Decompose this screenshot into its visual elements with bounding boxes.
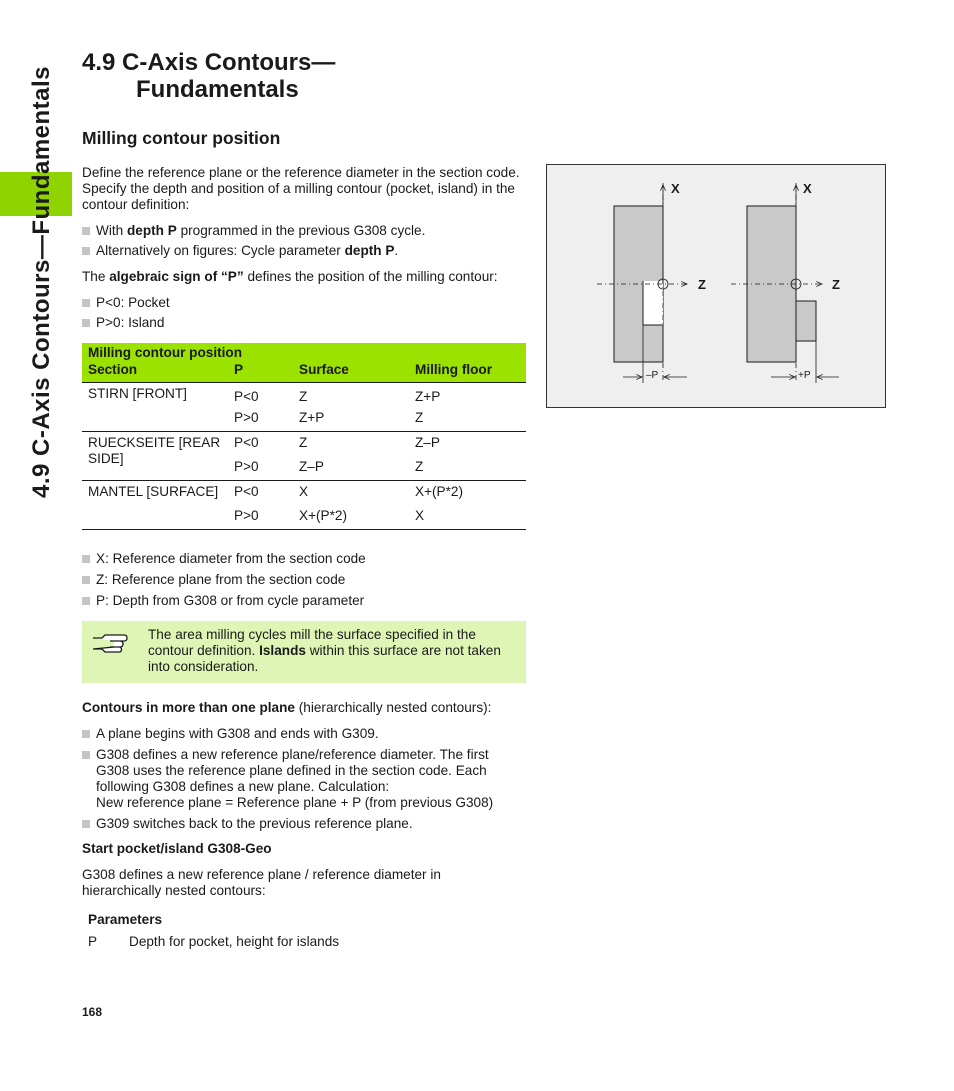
cell-surface: Z	[299, 435, 308, 450]
header-section: Section	[88, 362, 138, 377]
start-text: G308 defines a new reference plane / reference diameter in hierarchically nested contours:	[82, 867, 441, 898]
cell-surface: Z+P	[299, 409, 325, 425]
section-title: Milling contour position	[82, 128, 281, 148]
header-milling-floor: Milling floor	[415, 362, 493, 377]
note-text: The area milling cycles mill the surface specified in the contour definition. Islands within this surface are not taken into consideration.	[148, 627, 501, 674]
pocket-drawing	[597, 183, 687, 383]
cell-surface: X+(P*2)	[299, 507, 347, 523]
cell-floor: Z	[415, 409, 424, 425]
header-p: P	[234, 362, 244, 377]
cell-p: P<0	[234, 484, 259, 499]
cell-p: P<0	[234, 388, 259, 404]
bullet-g308-defines: G308 defines a new reference plane/reference diameter. The first G308 uses the reference plane defined in the section code. Each following G308 defines a new plane. Calculation: New reference plane = Reference plane + P (from previous G308)	[82, 747, 522, 811]
param-desc: Depth for pocket, height for islands	[129, 934, 340, 949]
left-p-label: –P	[646, 370, 659, 381]
right-p-label: +P	[798, 370, 811, 381]
side-chapter-title: 4.9 C-Axis Contours—Fundamentals	[28, 65, 55, 499]
bullet-island: P>0: Island	[82, 315, 164, 331]
section-surface: MANTEL [SURFACE]	[88, 484, 219, 499]
sign-sentence: The algebraic sign of “P” defines the position of the milling contour:	[82, 269, 498, 284]
cell-floor: Z+P	[415, 388, 441, 404]
cell-p: P>0	[234, 507, 259, 523]
pointing-hand-icon	[90, 629, 130, 657]
milling-position-figure	[546, 164, 886, 408]
bullet-z-def: Z: Reference plane from the section code	[82, 572, 345, 588]
section-front: STIRN [FRONT]	[88, 386, 187, 401]
cell-p: P>0	[234, 409, 259, 425]
param-name: P	[88, 934, 98, 949]
bullet-x-def: X: Reference diameter from the section code	[82, 551, 366, 567]
section-rear: RUECKSEITE [REAR SIDE]	[88, 435, 221, 466]
bullet-depth-p: With depth P programmed in the previous G308 cycle.	[82, 223, 425, 239]
start-heading: Start pocket/island G308-Geo	[82, 841, 272, 856]
bullet-pocket: P<0: Pocket	[82, 295, 170, 311]
right-z-label: Z	[832, 277, 840, 292]
header-surface: Surface	[299, 362, 349, 377]
cell-floor: X	[415, 507, 425, 523]
bullet-g309: G309 switches back to the previous reference plane.	[82, 816, 413, 832]
cell-p: P<0	[234, 435, 259, 450]
intro-paragraph: Define the reference plane or the reference diameter in the section code. Specify the depth and position of a milling contour (pocket, island) in the contour definition:	[82, 165, 520, 212]
right-x-label: X	[803, 181, 812, 196]
left-x-label: X	[671, 181, 680, 196]
milling-contour-table	[82, 343, 526, 530]
page-number: 168	[82, 1005, 103, 1019]
bullet-plane-begins: A plane begins with G308 and ends with G309.	[82, 726, 379, 742]
island-drawing	[731, 183, 839, 383]
cell-surface: X	[299, 484, 309, 499]
cell-surface: Z–P	[299, 458, 324, 474]
bullet-p-def: P: Depth from G308 or from cycle parameter	[82, 593, 364, 609]
parameters-heading: Parameters	[88, 912, 163, 927]
cell-floor: Z	[415, 458, 424, 474]
cell-p: P>0	[234, 458, 259, 474]
cell-surface: Z	[299, 388, 308, 404]
table-caption: Milling contour position	[88, 345, 243, 360]
chapter-title: 4.9 C-Axis Contours— Fundamentals	[82, 49, 336, 103]
cell-floor: X+(P*2)	[415, 484, 463, 499]
bullet-cycle-parameter: Alternatively on figures: Cycle parameter depth P.	[82, 243, 398, 259]
left-z-label: Z	[698, 277, 706, 292]
cell-floor: Z–P	[415, 435, 440, 450]
contours-heading: Contours in more than one plane (hierarchically nested contours):	[82, 700, 492, 715]
